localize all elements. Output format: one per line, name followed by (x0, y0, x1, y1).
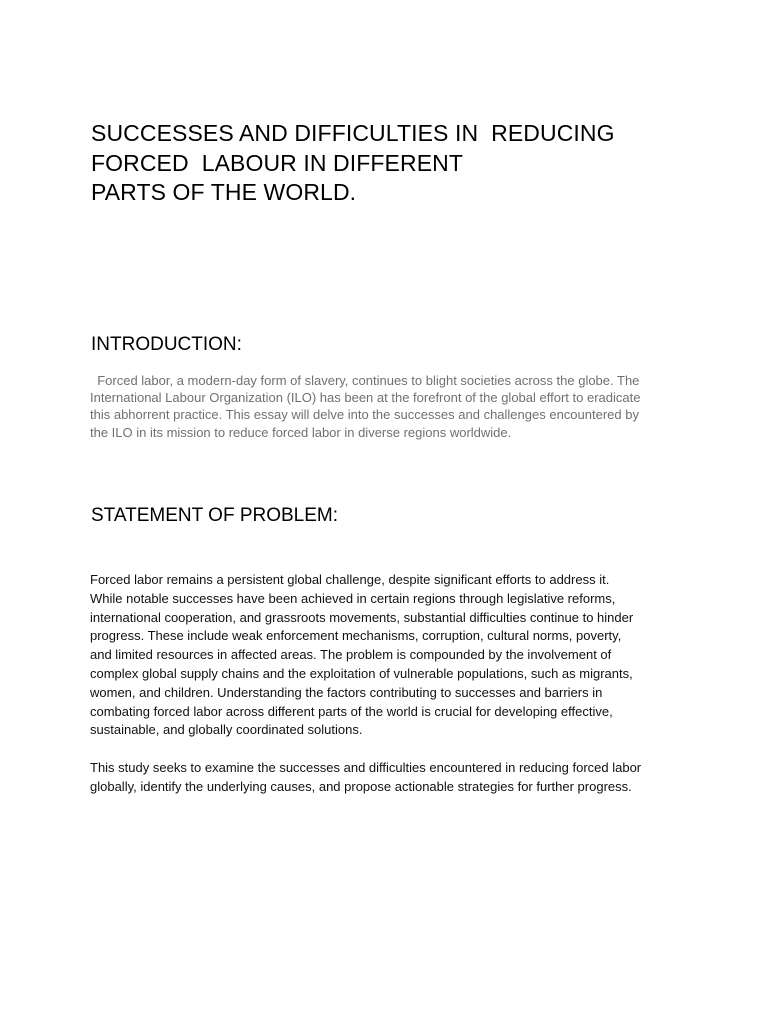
introduction-paragraph (90, 372, 678, 441)
statement-of-problem-heading: STATEMENT OF PROBLEM: (91, 505, 339, 526)
text-line: and limited resources in affected areas. The problem is compounded by the involvement of (90, 647, 612, 663)
title-line: FORCED LABOUR IN DIFFERENT (91, 149, 464, 176)
text-line: women, and children. Understanding the factors contributing to successes and barriers in (90, 684, 603, 700)
text-line: International Labour Organization (ILO) has been at the forefront of the global effort to eradicate (90, 390, 641, 406)
title-line: SUCCESSES AND DIFFICULTIES IN REDUCING (91, 120, 615, 146)
text-line: Forced labor remains a persistent global challenge, despite significant efforts to address it. (90, 572, 610, 587)
problem-paragraph-1 (90, 571, 682, 740)
text-line: While notable successes have been achieved in certain regions through legislative reforms, (90, 590, 616, 606)
text-line: This study seeks to examine the successes and difficulties encountered in reducing forced labor (90, 760, 642, 775)
text-line: sustainable, and globally coordinated solutions. (90, 722, 363, 738)
text-line: combating forced labor across different parts of the world is crucial for developing effective, (90, 703, 613, 719)
title-line: PARTS OF THE WORLD. (91, 179, 357, 205)
text-line: globally, identify the underlying causes, and propose actionable strategies for further progress. (90, 778, 632, 794)
document-title (91, 119, 731, 208)
text-line: progress. These include weak enforcement mechanisms, corruption, cultural norms, poverty, (90, 628, 622, 644)
problem-paragraph-2 (90, 759, 682, 797)
text-line: the ILO in its mission to reduce forced labor in diverse regions worldwide. (90, 424, 512, 440)
introduction-heading: INTRODUCTION: (91, 334, 242, 355)
text-line: this abhorrent practice. This essay will delve into the successes and challenges encountered by (90, 407, 639, 423)
text-line: Forced labor, a modern-day form of slavery, continues to blight societies across the globe. The (90, 373, 640, 388)
text-line: complex global supply chains and the exploitation of vulnerable populations, such as migrants, (90, 665, 633, 681)
text-line: international cooperation, and grassroots movements, substantial difficulties continue to hinder (90, 609, 634, 625)
